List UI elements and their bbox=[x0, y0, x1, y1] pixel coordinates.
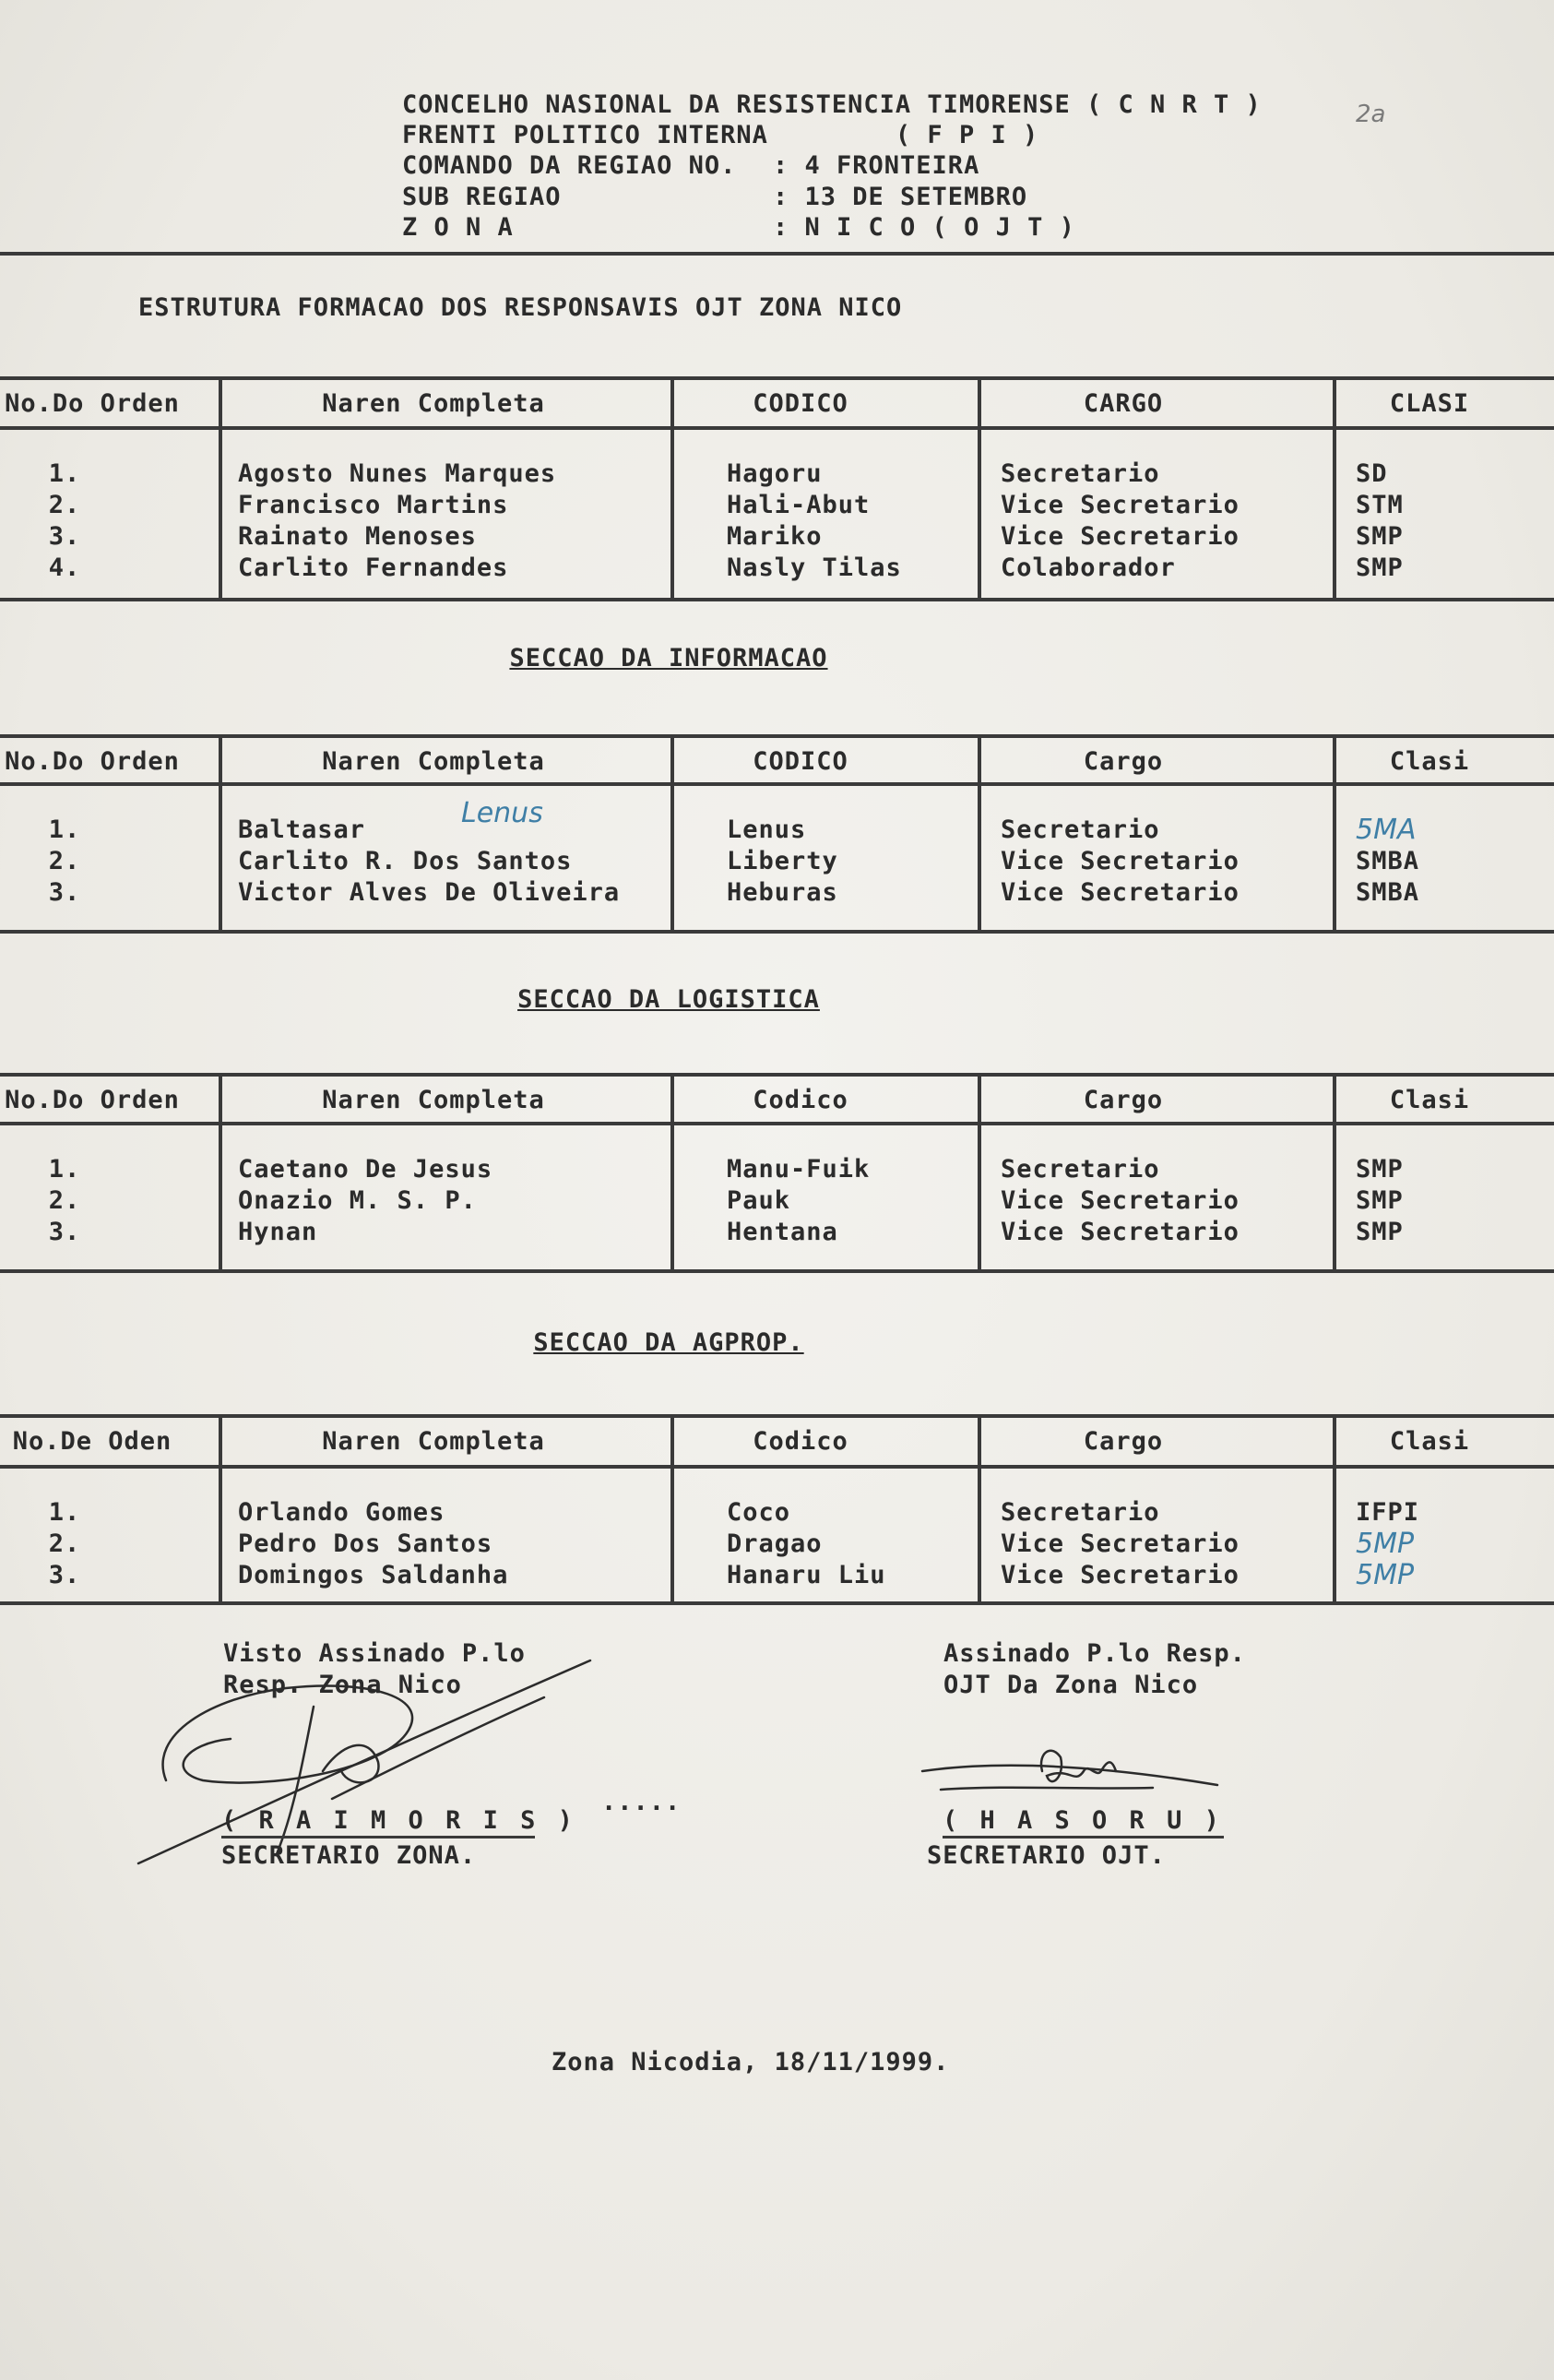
table-cell-name: Domingos Saldanha bbox=[238, 1561, 509, 1589]
table-cell-clasi: SMP bbox=[1356, 1218, 1404, 1246]
header-line-3-label: COMANDO DA REGIAO NO. bbox=[402, 151, 737, 180]
table-cell-code: Hagoru bbox=[727, 459, 823, 488]
table-cell-code: Hali-Abut bbox=[727, 491, 871, 519]
table-cell-role: Secretario bbox=[1001, 1498, 1160, 1527]
table-cell-no: 3. bbox=[48, 522, 81, 551]
header-line-3-value: : 4 FRONTEIRA bbox=[773, 151, 980, 180]
table-cell-no: 1. bbox=[48, 815, 81, 844]
table-cell-role: Vice Secretario bbox=[1001, 1186, 1240, 1215]
table-header-cell: No.Do Orden bbox=[5, 1086, 180, 1114]
table-cell-code: Liberty bbox=[727, 847, 838, 875]
table-cell-name: Baltasar bbox=[238, 815, 366, 844]
table-cell-name: Caetano De Jesus bbox=[238, 1155, 493, 1184]
table-cell-code: Dragao bbox=[727, 1529, 823, 1558]
table-cell-role: Vice Secretario bbox=[1001, 1529, 1240, 1558]
table-header-cell: CODICO bbox=[753, 747, 848, 776]
table-top-rule bbox=[0, 376, 1554, 380]
table-cell-role: Secretario bbox=[1001, 815, 1160, 844]
table-cell-name: Hynan bbox=[238, 1218, 318, 1246]
table-bottom-rule bbox=[0, 930, 1554, 934]
section-title: SECCAO DA LOGISTICA bbox=[517, 985, 820, 1014]
table-cell-clasi: SMP bbox=[1356, 1186, 1404, 1215]
right-sign-name: ( H A S O R U ) bbox=[943, 1806, 1223, 1835]
left-sign-underline bbox=[221, 1836, 535, 1839]
table-cell-name: Pedro Dos Santos bbox=[238, 1529, 493, 1558]
signature-dots: ..... bbox=[601, 1788, 682, 1816]
table-bottom-rule bbox=[0, 1269, 1554, 1273]
table-header-cell: Clasi bbox=[1389, 747, 1470, 776]
table-cell-clasi: IFPI bbox=[1356, 1498, 1420, 1527]
table-header-cell: Naren Completa bbox=[322, 1427, 545, 1456]
table-cell-code: Manu-Fuik bbox=[727, 1155, 871, 1184]
table-header-rule bbox=[0, 1122, 1554, 1125]
handwritten-code-note: Lenus bbox=[461, 797, 543, 829]
table-header-rule bbox=[0, 782, 1554, 786]
table-cell-code: Lenus bbox=[727, 815, 807, 844]
table-cell-code: Mariko bbox=[727, 522, 823, 551]
table-top-rule bbox=[0, 734, 1554, 738]
table-column-rule bbox=[978, 1414, 981, 1601]
table-bottom-rule bbox=[0, 1601, 1554, 1605]
table-header-cell: No.Do Orden bbox=[5, 747, 180, 776]
right-sign-title: SECRETARIO OJT. bbox=[927, 1841, 1166, 1870]
table-column-rule bbox=[978, 734, 981, 930]
left-sign-name: ( R A I M O R I S ) bbox=[221, 1806, 576, 1835]
table-cell-clasi: SMP bbox=[1356, 553, 1404, 582]
table-column-rule bbox=[978, 376, 981, 598]
document-title: ESTRUTURA FORMACAO DOS RESPONSAVIS OJT ZONA NICO bbox=[138, 293, 903, 322]
table-cell-no: 2. bbox=[48, 847, 81, 875]
table-header-cell: Clasi bbox=[1389, 1086, 1470, 1114]
table-header-cell: Naren Completa bbox=[322, 1086, 545, 1114]
table-cell-clasi: SMBA bbox=[1356, 878, 1420, 907]
table-cell-no: 3. bbox=[48, 1561, 81, 1589]
table-header-cell: Cargo bbox=[1083, 1427, 1164, 1456]
table-cell-code: Hanaru Liu bbox=[727, 1561, 886, 1589]
header-line-5-label: Z O N A bbox=[402, 213, 514, 242]
table-cell-name: Carlito Fernandes bbox=[238, 553, 509, 582]
table-header-cell: Clasi bbox=[1389, 1427, 1470, 1456]
table-cell-clasi: SMP bbox=[1356, 522, 1404, 551]
table-cell-role: Vice Secretario bbox=[1001, 522, 1240, 551]
table-cell-role: Vice Secretario bbox=[1001, 878, 1240, 907]
left-sign-label-2: Resp. Zona Nico bbox=[223, 1671, 462, 1699]
table-cell-name: Rainato Menoses bbox=[238, 522, 477, 551]
table-cell-name: Francisco Martins bbox=[238, 491, 509, 519]
table-header-cell: CLASI bbox=[1389, 389, 1470, 418]
table-cell-no: 2. bbox=[48, 491, 81, 519]
right-sign-label-1: Assinado P.lo Resp. bbox=[943, 1639, 1246, 1668]
header-line-5-value: : N I C O ( O J T ) bbox=[773, 213, 1075, 242]
right-sign-label-2: OJT Da Zona Nico bbox=[943, 1671, 1199, 1699]
table-cell-clasi: 5MP bbox=[1356, 1528, 1415, 1560]
table-cell-code: Hentana bbox=[727, 1218, 838, 1246]
table-cell-clasi: 5MA bbox=[1356, 814, 1417, 846]
table-cell-role: Vice Secretario bbox=[1001, 847, 1240, 875]
table-header-cell: CODICO bbox=[753, 389, 848, 418]
table-cell-name: Orlando Gomes bbox=[238, 1498, 445, 1527]
section-title: SECCAO DA INFORMACAO bbox=[509, 644, 828, 672]
table-cell-name: Carlito R. Dos Santos bbox=[238, 847, 573, 875]
header-line-4-label: SUB REGIAO bbox=[402, 183, 562, 211]
table-header-rule bbox=[0, 426, 1554, 430]
table-top-rule bbox=[0, 1073, 1554, 1077]
table-header-cell: CARGO bbox=[1083, 389, 1164, 418]
header-rule bbox=[0, 252, 1554, 256]
table-cell-code: Heburas bbox=[727, 878, 838, 907]
table-header-cell: Naren Completa bbox=[322, 389, 545, 418]
table-cell-code: Nasly Tilas bbox=[727, 553, 902, 582]
table-cell-no: 1. bbox=[48, 1155, 81, 1184]
table-header-cell: Cargo bbox=[1083, 747, 1164, 776]
table-header-rule bbox=[0, 1465, 1554, 1469]
table-header-cell: No.Do Orden bbox=[5, 389, 180, 418]
table-header-cell: Codico bbox=[753, 1086, 848, 1114]
table-cell-no: 2. bbox=[48, 1529, 81, 1558]
right-sign-underline bbox=[943, 1836, 1224, 1839]
header-line-1: CONCELHO NASIONAL DA RESISTENCIA TIMORENSE ( C N R T ) bbox=[402, 90, 1262, 119]
table-column-rule bbox=[978, 1073, 981, 1269]
table-cell-role: Vice Secretario bbox=[1001, 1561, 1240, 1589]
table-cell-no: 1. bbox=[48, 459, 81, 488]
page-mark: 2a bbox=[1356, 101, 1386, 128]
table-cell-no: 1. bbox=[48, 1498, 81, 1527]
table-cell-clasi: 5MP bbox=[1356, 1559, 1415, 1591]
table-cell-role: Vice Secretario bbox=[1001, 491, 1240, 519]
table-cell-no: 3. bbox=[48, 878, 81, 907]
table-cell-no: 2. bbox=[48, 1186, 81, 1215]
header-line-4-value: : 13 DE SETEMBRO bbox=[773, 183, 1028, 211]
table-cell-clasi: SMBA bbox=[1356, 847, 1420, 875]
header-line-2: FRENTI POLITICO INTERNA ( F P I ) bbox=[402, 121, 1039, 149]
table-cell-role: Secretario bbox=[1001, 459, 1160, 488]
table-header-cell: No.De Oden bbox=[12, 1427, 172, 1456]
section-title: SECCAO DA AGPROP. bbox=[533, 1328, 804, 1357]
table-cell-no: 4. bbox=[48, 553, 81, 582]
table-cell-clasi: SD bbox=[1356, 459, 1388, 488]
table-bottom-rule bbox=[0, 598, 1554, 601]
footer-place-date: Zona Nicodia, 18/11/1999. bbox=[552, 2048, 950, 2077]
table-cell-code: Coco bbox=[727, 1498, 791, 1527]
table-cell-name: Onazio M. S. P. bbox=[238, 1186, 477, 1215]
table-header-cell: Codico bbox=[753, 1427, 848, 1456]
table-cell-code: Pauk bbox=[727, 1186, 791, 1215]
left-sign-label-1: Visto Assinado P.lo bbox=[223, 1639, 526, 1668]
table-cell-role: Secretario bbox=[1001, 1155, 1160, 1184]
table-header-cell: Cargo bbox=[1083, 1086, 1164, 1114]
table-cell-clasi: STM bbox=[1356, 491, 1404, 519]
table-cell-name: Victor Alves De Oliveira bbox=[238, 878, 621, 907]
left-sign-title: SECRETARIO ZONA. bbox=[221, 1841, 477, 1870]
table-cell-role: Vice Secretario bbox=[1001, 1218, 1240, 1246]
table-cell-no: 3. bbox=[48, 1218, 81, 1246]
table-header-cell: Naren Completa bbox=[322, 747, 545, 776]
table-top-rule bbox=[0, 1414, 1554, 1418]
table-cell-role: Colaborador bbox=[1001, 553, 1176, 582]
table-cell-name: Agosto Nunes Marques bbox=[238, 459, 557, 488]
table-cell-clasi: SMP bbox=[1356, 1155, 1404, 1184]
